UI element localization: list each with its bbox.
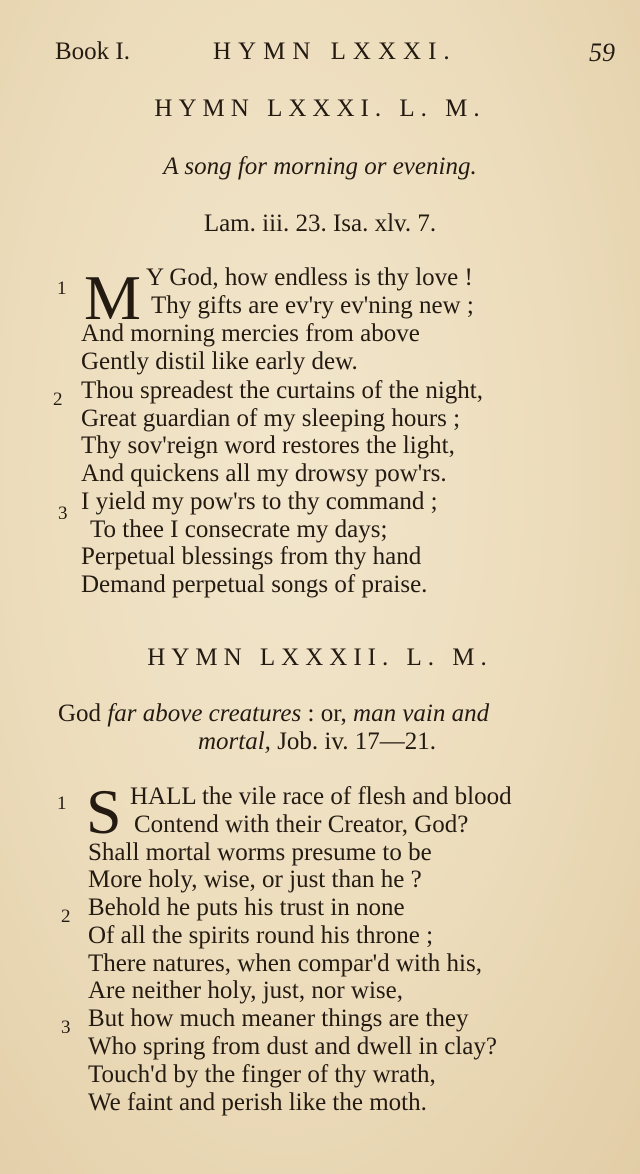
verse-line: And quickens all my drowsy pow'rs.: [81, 460, 447, 487]
running-head: [55, 38, 615, 74]
hymn-82-title: HYMN LXXXII. L. M.: [147, 644, 493, 671]
verse-line: But how much meaner things are they: [88, 1005, 469, 1032]
verse-line: Thy gifts are ev'ry ev'ning new ;: [151, 292, 474, 319]
verse-line: Thy sov'reign word restores the light,: [81, 432, 455, 459]
hymn-81-subtitle: A song for morning or evening.: [163, 153, 477, 180]
verse-line: Of all the spirits round his throne ;: [88, 922, 434, 949]
verse-line: To thee I consecrate my days;: [90, 516, 388, 543]
verse-line: Demand perpetual songs of praise.: [81, 571, 428, 598]
stanza-number: 3: [58, 503, 68, 524]
subtitle-text: far above creatures: [107, 700, 302, 727]
verse-line: And morning mercies from above: [81, 320, 420, 347]
stanza-number: 2: [53, 389, 63, 410]
stanza-number: 2: [61, 906, 71, 927]
drop-cap: M: [84, 262, 141, 333]
page-number: 59: [589, 38, 615, 67]
verse-line: Thou spreadest the curtains of the night,: [81, 377, 483, 404]
stanza-number: 1: [57, 278, 67, 299]
book-label: Book I.: [55, 38, 130, 65]
scripture-reference: Job. iv. 17—21.: [277, 728, 436, 755]
stanza-number: 1: [57, 793, 67, 814]
verse-line: Touch'd by the finger of thy wrath,: [88, 1061, 436, 1088]
hymn-81-title: HYMN LXXXI. L. M.: [154, 95, 486, 122]
verse-line: Who spring from dust and dwell in clay?: [88, 1033, 497, 1060]
verse-line: HALL the vile race of flesh and blood: [130, 783, 512, 810]
running-head-title: HYMN LXXXI.: [213, 38, 457, 65]
verse-line: I yield my pow'rs to thy command ;: [81, 488, 438, 515]
verse-line: Y God, how endless is thy love !: [146, 264, 473, 291]
verse-line: Behold he puts his trust in none: [88, 894, 405, 921]
subtitle-text: mortal,: [198, 728, 271, 755]
verse-line: More holy, wise, or just than he ?: [88, 866, 422, 893]
verse-line: There natures, when compar'd with his,: [88, 950, 482, 977]
verse-line: We faint and perish like the moth.: [88, 1089, 427, 1116]
verse-line: Perpetual blessings from thy hand: [81, 543, 422, 570]
verse-line: Contend with their Creator, God?: [134, 811, 469, 838]
subtitle-text: man vain and: [353, 700, 490, 727]
verse-line: Great guardian of my sleeping hours ;: [81, 405, 461, 432]
stanza-number: 3: [61, 1017, 71, 1038]
subtitle-text: : or,: [307, 700, 347, 727]
verse-line: Gently distil like early dew.: [81, 348, 358, 375]
hymn-81-scripture-reference: Lam. iii. 23. Isa. xlv. 7.: [203, 210, 437, 237]
verse-line: Are neither holy, just, nor wise,: [88, 977, 403, 1004]
verse-line: Shall mortal worms presume to be: [88, 839, 432, 866]
subtitle-text: God: [58, 700, 102, 727]
drop-cap: S: [86, 776, 122, 847]
